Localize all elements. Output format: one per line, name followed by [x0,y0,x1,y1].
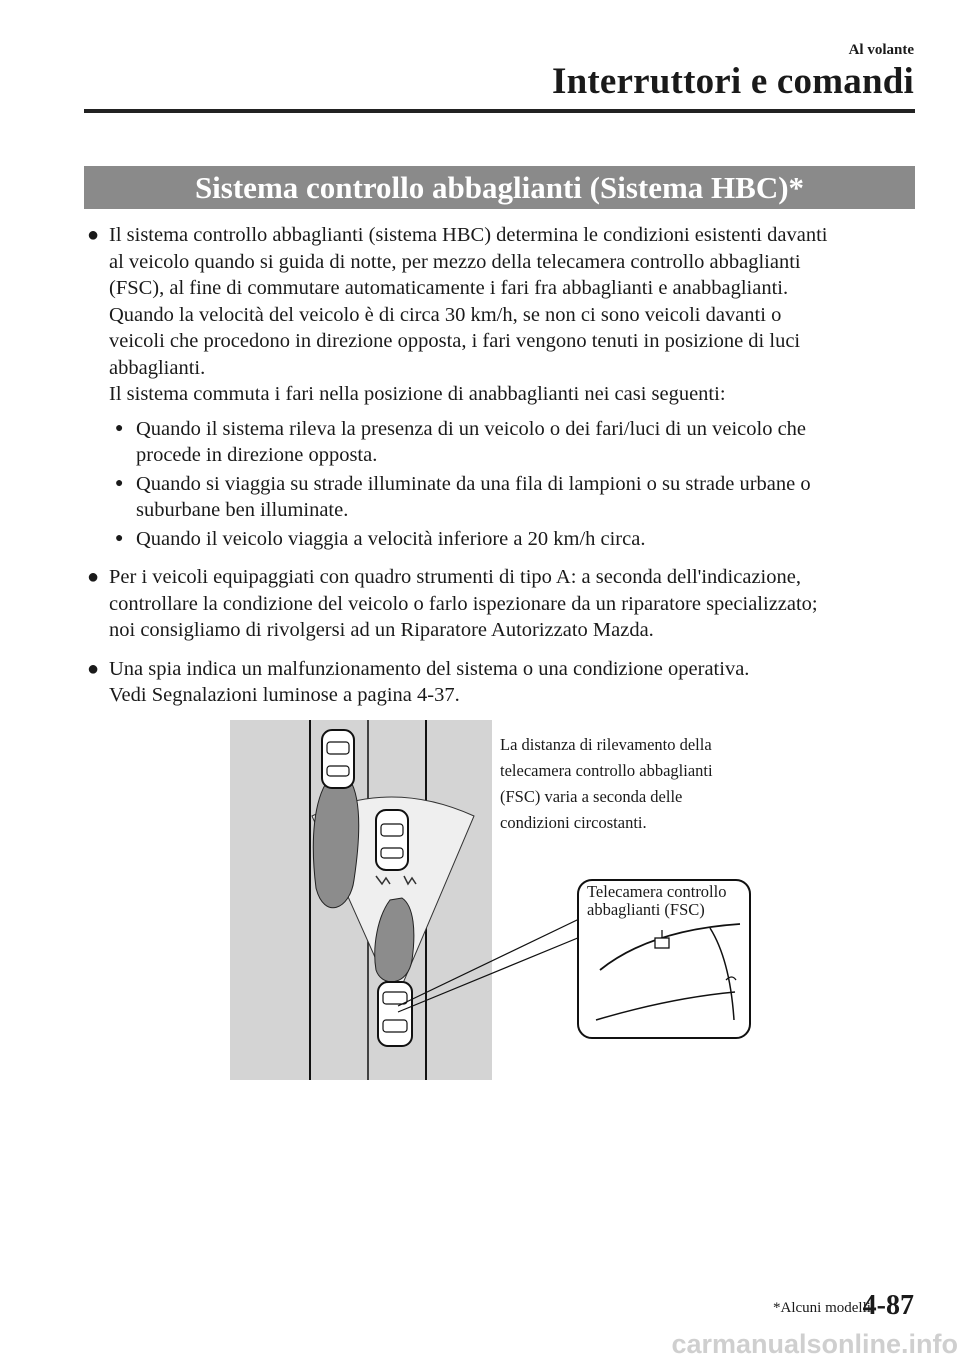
page-number: 4-87 [862,1290,914,1321]
bullet-item [84,222,916,552]
bullet-icon: ● [87,224,100,246]
section-banner: Sistema controllo abbaglianti (Sistema HBC)* [84,166,915,209]
bullet-item [84,656,916,709]
sub-bullet-icon: ● [115,475,124,491]
bullet-icon: ● [87,566,100,588]
sub-list-item: ● Quando il veicolo viaggia a velocità inferiore a 20 km/h circa. [109,526,916,553]
page-title: Interruttori e comandi [552,61,914,102]
own-car-icon [378,982,412,1046]
sub-list [109,416,916,553]
footnote: *Alcuni modelli. [773,1300,875,1316]
bullet-text: Una spia indica un malfunzionamento del sistema o una condizione operativa. Vedi Segnalazioni luminose a pagina 4-37. [109,657,750,706]
chapter-label: Al volante [848,42,914,58]
oncoming-car-icon [322,730,354,788]
watermark: carmanualsonline.info [671,1329,958,1359]
sub-list-item: ● Quando il sistema rileva la presenza di un veicolo o dei fari/luci di un veicolo che procede in direzione opposta. [115,417,807,466]
bullet-icon: ● [87,657,100,680]
camera-label: Telecamera controllo abbaglianti (FSC) [587,882,727,919]
sub-list-item: ● Quando si viaggia su strade illuminate da una fila di lampioni o su strade urbane o suburbane ben illuminate. [115,472,811,521]
bullet-text: Il sistema controllo abbaglianti (sistema HBC) determina le condizioni esistenti davanti al veicolo quando si guida di notte, per mezzo della telecamera controllo abbaglianti (FSC), al fine di commutare automaticamente i fari fra abbaglianti e anabbaglianti. Quando la velocità del veicolo è di circa 30 km/h, se non ci sono veicoli davanti o veicoli che procedono in direzione opposta, i fari vengono tenuti in posizione di luci abbaglianti. Il sistema commuta i fari nella posizione di anabbaglianti nei casi seguenti: [109,224,828,405]
bullet-item [84,564,916,644]
illustration-note: La distanza di rilevamento della telecamera controllo abbaglianti (FSC) varia a seconda delle condizioni circostanti. [500,735,713,832]
bullet-text: Per i veicoli equipaggiati con quadro strumenti di tipo A: a seconda dell'indicazione, controllare la condizione del veicolo o farlo ispezionare da un riparatore specializzato; noi consigliamo di rivolgersi ad un Riparatore Autorizzato Mazda. [109,566,818,641]
sub-bullet-icon: ● [115,530,124,546]
header-rule [84,109,915,113]
oncoming-beam-shadow [313,780,358,908]
sub-bullet-icon: ● [115,420,124,436]
content-body [84,222,916,721]
